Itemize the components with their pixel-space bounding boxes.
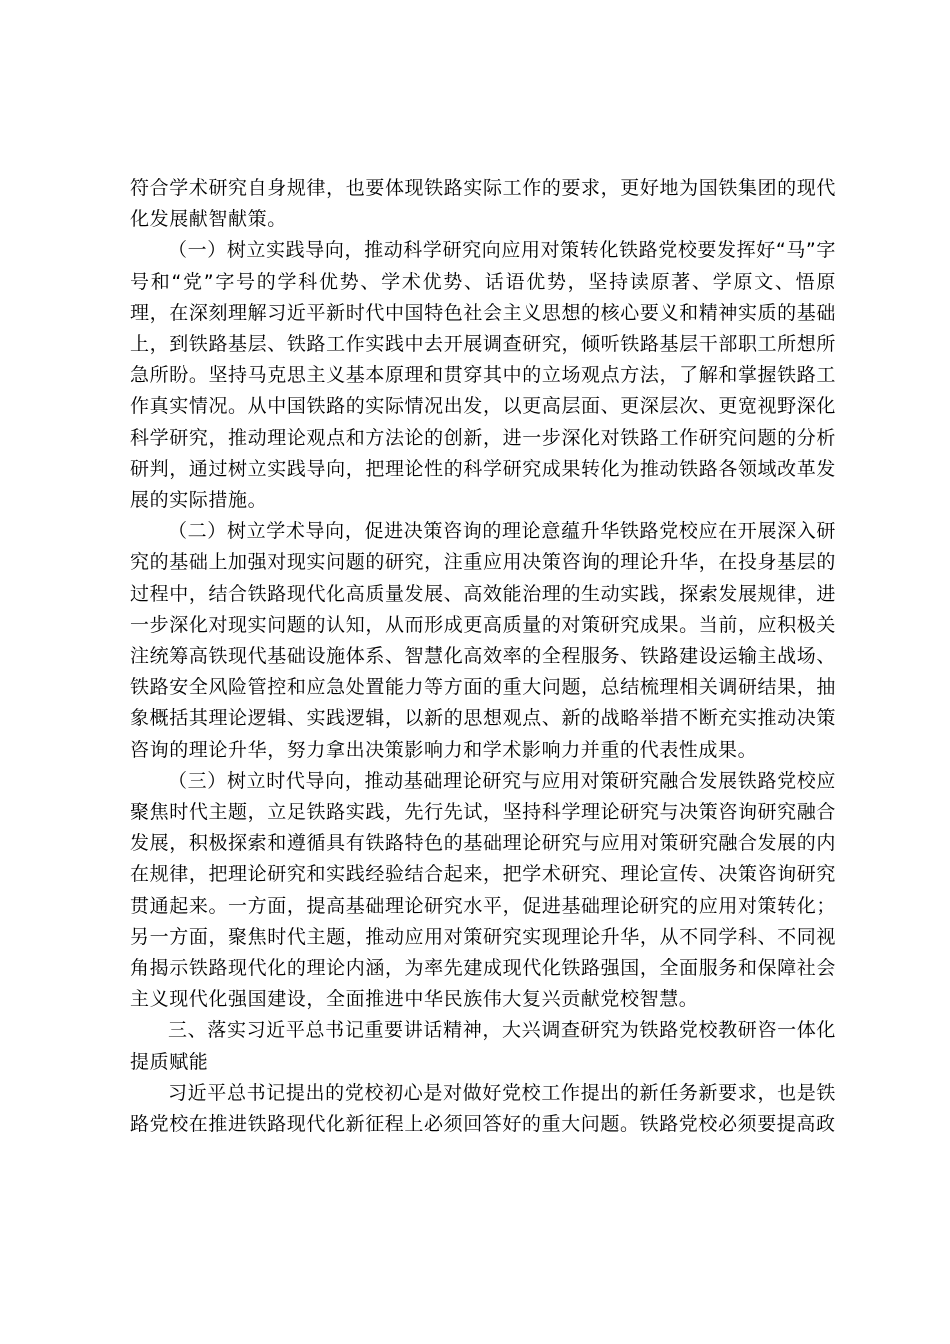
paragraph-section-3: （三）树立时代导向，推动基础理论研究与应用对策研究融合发展铁路党校应聚焦时代主题，立足铁路实践，先行先试，坚持科学理论研究与决策咨询研究融合发展，积极探索和遵循具有铁路特色的基础理论研究与应用对策研究融合发展的内在规律，把理论研究和实践经验结合起来，把学术研究、理论宣传、决策咨询研究贯通起来。一方面，提高基础理论研究水平，促进基础理论研究的应用对策转化；另一方面，聚焦时代主题，推动应用对策研究实现理论升华，从不同学科、不同视角揭示铁路现代化的理论内涵，为率先建成现代化铁路强国，全面服务和保障社会主义现代化强国建设，全面推进中华民族伟大复兴贡献党校智慧。 <box>130 769 836 1011</box>
paragraph-intro: 习近平总书记提出的党校初心是对做好党校工作提出的新任务新要求，也是铁路党校在推进铁路现代化新征程上必须回答好的重大问题。铁路党校必须要提高政 <box>130 1081 836 1136</box>
document-body <box>130 173 836 1140</box>
paragraph-continuation: 符合学术研究自身规律，也要体现铁路实际工作的要求，更好地为国铁集团的现代化发展献智献策。 <box>130 177 836 231</box>
paragraph-section-1: （一）树立实践导向，推动科学研究向应用对策转化铁路党校要发挥好“马”字号和“党”字号的学科优势、学术优势、话语优势，坚持读原著、学原文、悟原理，在深刻理解习近平新时代中国特色社会主义思想的核心要义和精神实质的基础上，到铁路基层、铁路工作实践中去开展调查研究，倾听铁路基层干部职工所想所急所盼。坚持马克思主义基本原理和贯穿其中的立场观点方法，了解和掌握铁路工作真实情况。从中国铁路的实际情况出发，以更高层面、更深层次、更宽视野深化科学研究，推动理论观点和方法论的创新，进一步深化对铁路工作研究问题的分析研判，通过树立实践导向，把理论性的科学研究成果转化为推动铁路各领域改革发展的实际措施。 <box>130 239 836 512</box>
section-heading-3: 三、落实习近平总书记重要讲话精神，大兴调查研究为铁路党校教研咨一体化提质赋能 <box>130 1019 836 1073</box>
paragraph-section-2: （二）树立学术导向，促进决策咨询的理论意蕴升华铁路党校应在开展深入研究的基础上加强对现实问题的研究，注重应用决策咨询的理论升华，在投身基层的过程中，结合铁路现代化高质量发展、高效能治理的生动实践，探索发展规律，进一步深化对现实问题的认知，从而形成更高质量的对策研究成果。当前，应积极关注统筹高铁现代基础设施体系、智慧化高效率的全程服务、铁路建设运输主战场、铁路安全风险管控和应急处置能力等方面的重大问题，总结梳理相关调研结果，抽象概括其理论逻辑、实践逻辑，以新的思想观点、新的战略举措不断充实推动决策咨询的理论升华，努力拿出决策影响力和学术影响力并重的代表性成果。 <box>130 520 836 761</box>
